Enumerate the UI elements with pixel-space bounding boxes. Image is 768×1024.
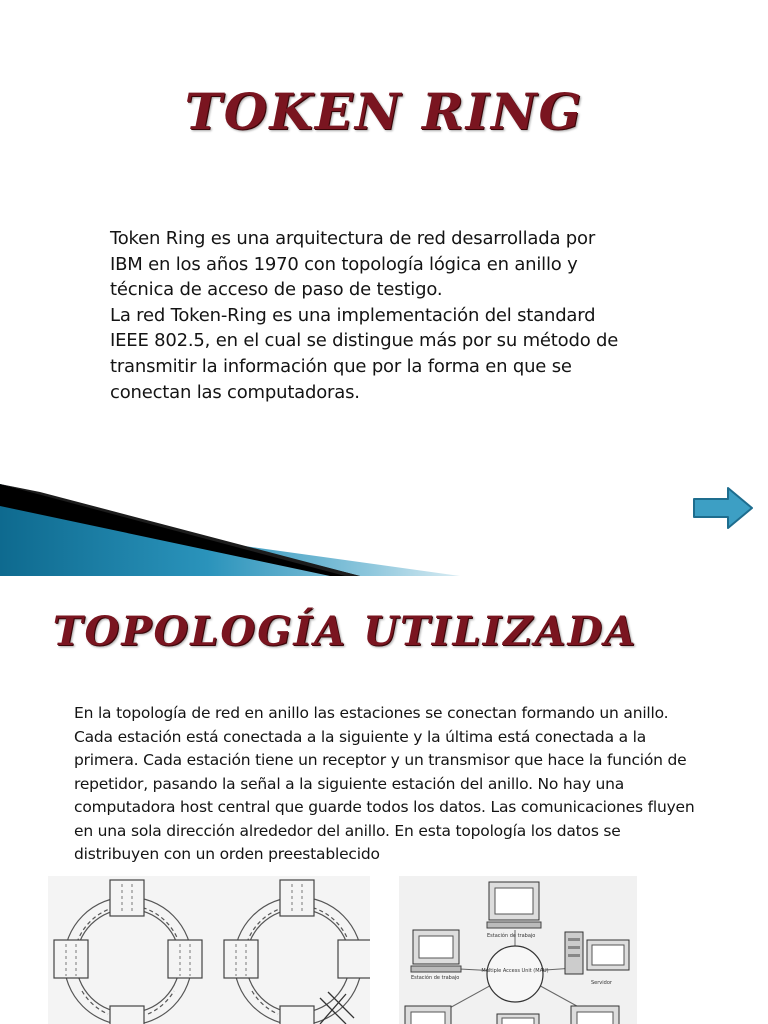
workstation-bottom-right (571, 1006, 619, 1024)
ring-topology-diagram (48, 876, 370, 1024)
paragraph-intro: Token Ring es una arquitectura de red desarrollada por IBM en los años 1970 con topología lógica en anillo y técnica de acceso de paso de testigo. (110, 228, 596, 301)
label-workstation-left: Estación de trabajo (411, 975, 460, 981)
workstation-bottom-left (405, 1006, 451, 1024)
paragraph-standard: La red Token-Ring es una implementación del standard IEEE 802.5, en el cual se distingue más por su método de transmitir la información que por la forma en que se conectan las computadoras. (110, 304, 619, 403)
label-workstation-top: Estación de trabajo (487, 933, 536, 939)
mau-network-diagram (399, 876, 637, 1024)
decorative-swoosh (0, 484, 460, 576)
label-hub: Multiple Access Unit (MAU) (481, 968, 549, 974)
slide-body (110, 226, 630, 405)
hub (481, 946, 548, 1002)
slide-body: En la topología de red en anillo las estaciones se conectan formando un anillo. Cada estación está conectada a la siguiente y la última está conectada a la primera. Cada estación tiene un receptor y un transmisor que hace la función de repetidor, pasando la señal a la siguiente estación del anillo. No hay una computadora host central que guarde todos los datos. Las comunicaciones fluyen en una sola dirección alrededor del anillo. En esta topología los datos se distribuyen con un orden preestablecido (74, 704, 695, 863)
slide-title: TOKEN RING (184, 82, 584, 141)
workstation-left (411, 930, 461, 981)
workstation-top (487, 882, 541, 939)
server (565, 932, 629, 986)
workstation-bottom-center (497, 1014, 539, 1024)
slide-title: TOPOLOGÍA UTILIZADA (52, 608, 638, 655)
right-arrow-icon[interactable] (692, 486, 754, 530)
label-server: Servidor (591, 980, 612, 986)
